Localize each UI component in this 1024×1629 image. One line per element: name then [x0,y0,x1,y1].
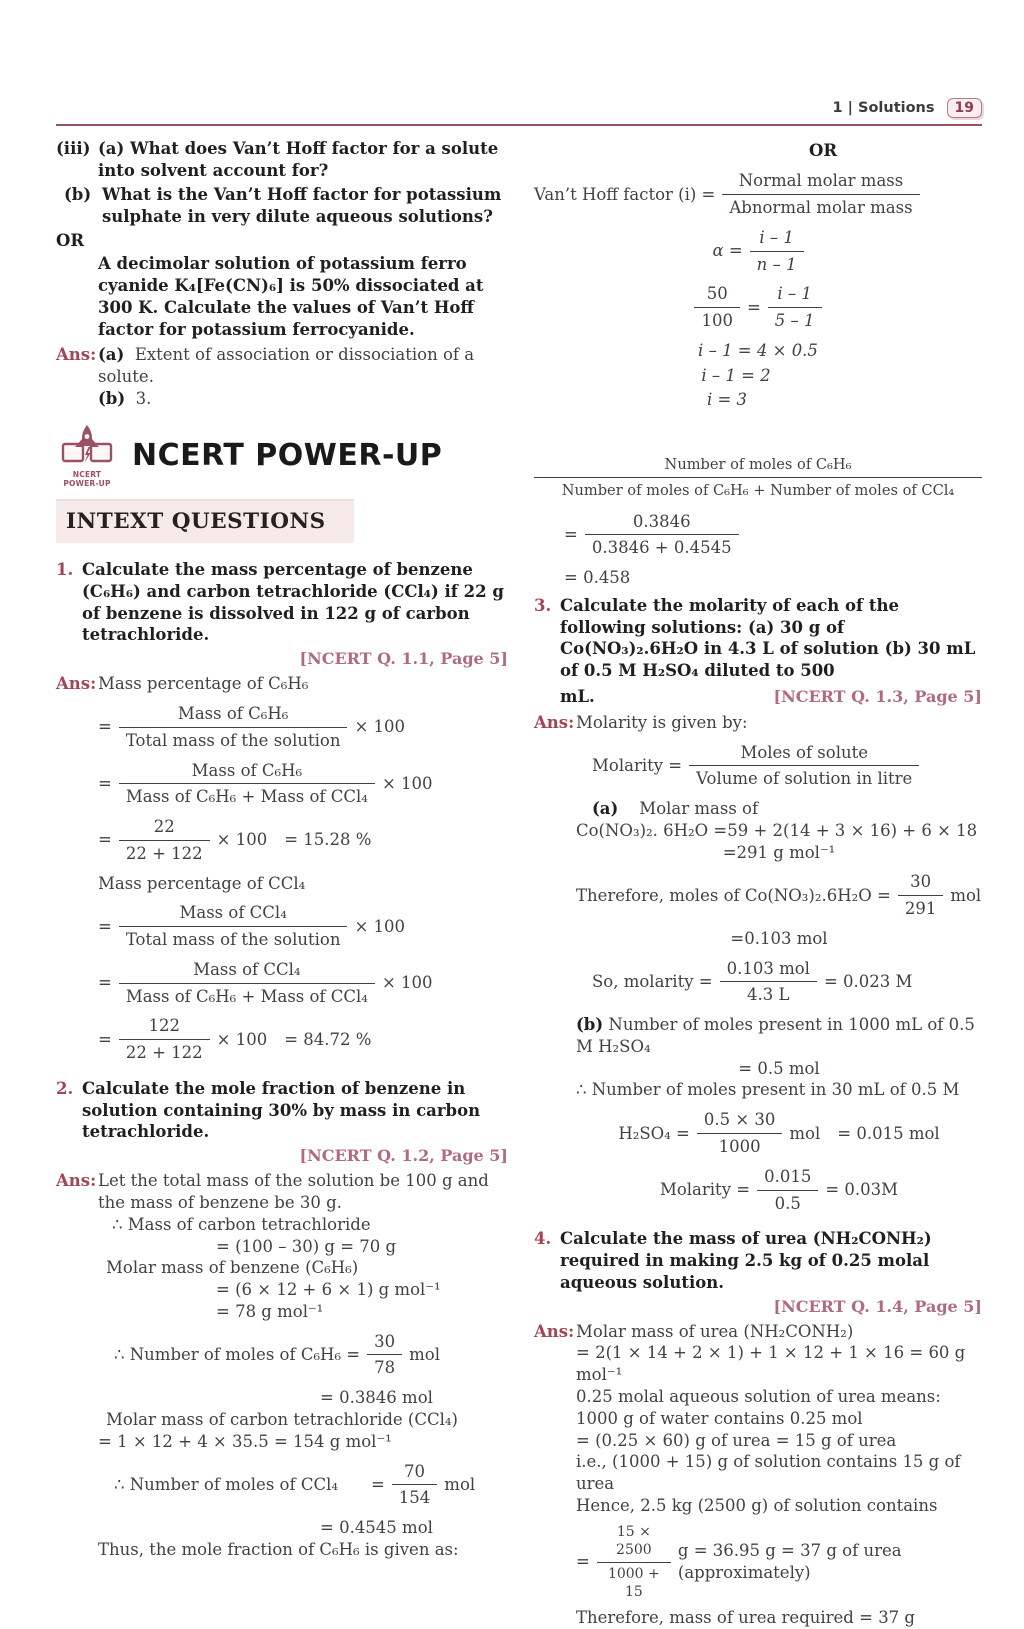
formula-line [576,1523,982,1602]
answer-line: = 0.4545 mol [320,1518,433,1538]
question-2 [56,1078,508,1166]
fraction-numerator: 30 [374,1331,396,1351]
answer-label: Ans: [534,712,575,732]
fraction-numerator: Mass of C₆H₆ [177,703,289,723]
fraction-numerator: 0.103 mol [726,958,810,978]
ncert-reference: [NCERT Q. 1.4, Page 5] [773,1296,982,1316]
formula-result: = 84.72 % [284,1029,372,1049]
ncert-reference: [NCERT Q. 1.2, Page 5] [299,1146,508,1166]
fraction-numerator: i – 1 [759,227,794,247]
answer-body [576,1321,982,1629]
fraction-denominator: 5 – 1 [768,307,822,332]
logo-text-line2: POWER-UP [63,479,111,489]
fraction [597,1523,671,1602]
formula-pre: = [98,830,112,850]
formula-pre: ∴ Number of moles of CCl₄ [114,1474,338,1494]
fraction-numerator: Normal molar mass [738,171,904,191]
formula-pre: Van’t Hoff factor (i) = [534,184,716,204]
fraction-numerator: 70 [404,1461,426,1481]
formula-pre: So, molarity = [592,972,713,992]
fraction [757,1166,818,1215]
answer-line: i.e., (1000 + 15) g of solution contains 15 g of urea [576,1452,961,1494]
fraction-denominator: Total mass of the solution [119,727,348,752]
or-label: OR [56,230,85,250]
question-text: What is the Van’t Hoff factor for potassium sulphate in very dilute aqueous solutions? [102,185,502,226]
fraction [119,703,348,752]
answer-text: Extent of association or dissociation of a solute. [98,345,475,387]
answer-line: Molar mass of benzene (C₆H₆) [106,1258,359,1278]
fraction [898,871,944,920]
formula-pre: = [98,973,112,993]
formula-pre: = [98,916,112,936]
page-header [56,98,982,118]
formula-post: g = 36.95 g = 37 g of urea (approximately) [677,1541,902,1583]
fraction [119,902,348,951]
answer-4 [534,1321,982,1629]
question-number: 3. [534,595,552,615]
fraction [689,742,919,791]
answer-line [98,344,508,388]
fraction-numerator: 0.3846 [632,511,691,531]
ncert-reference: [NCERT Q. 1.1, Page 5] [299,649,508,669]
fraction-numerator: 0.5 × 30 [703,1110,776,1130]
answer-line: =0.103 mol [730,928,828,948]
fraction-denominator: 0.3846 + 0.4545 [585,534,739,559]
answer-body [98,1170,508,1560]
question-text: Calculate the mole fraction of benzene in solution containing 30% by mass in carbon tetrachloride. [82,1078,481,1142]
ncert-powerup-logo [56,424,118,489]
two-column-layout [56,138,982,1629]
question-iii-b [64,184,508,228]
formula-line [534,283,982,332]
column-spacer [534,411,982,453]
answer-3 [534,712,982,1223]
formula-line [576,1166,982,1215]
answer-1 [56,673,508,1072]
answer-text: Number of moles present in 1000 mL of 0.5 M H₂SO₄ [576,1015,975,1056]
fraction-numerator: Mass of C₆H₆ [191,760,303,780]
answer-line [576,1014,982,1058]
page-number-badge: 19 [947,98,982,118]
answer-line: = (6 × 12 + 6 × 1) g mol⁻¹ [216,1280,441,1300]
formula-line [98,816,508,865]
formula-post: mol [444,1474,476,1494]
formula-text-line: i = 3 [706,390,748,410]
item-label: (b) [98,388,126,408]
answer-text: 3. [135,388,152,408]
intext-questions-heading: INTEXT QUESTIONS [56,499,354,543]
question-number: 4. [534,1229,552,1249]
fraction-numerator: 50 [706,284,728,304]
answer-text: Molar mass of [639,799,759,819]
fraction [722,170,919,219]
formula-post: mol [409,1345,440,1365]
fraction [585,511,739,560]
fraction [119,1015,210,1064]
formula-pre: Therefore, moles of Co(NO₃)₂.6H₂O = [576,885,891,905]
fraction-denominator: Mass of C₆H₆ + Mass of CCl₄ [119,983,375,1008]
question-marker: (b) [64,185,92,204]
formula-line [98,959,508,1008]
answer-line: Therefore, mass of urea required = 37 g [576,1608,915,1628]
fraction-denominator: 1000 [697,1133,783,1158]
fraction-denominator: 22 + 122 [119,840,210,865]
formula-pre: Molarity = [659,1180,751,1200]
powerup-title: NCERT POWER-UP [132,438,443,474]
fraction [697,1109,783,1158]
answer-line: Molar mass of carbon tetrachloride (CCl₄) [106,1410,458,1429]
logo-text-line1: NCERT [72,470,102,480]
formula-line [564,511,982,560]
formula-result: = 15.28 % [284,830,372,850]
fraction-denominator: Number of moles of C₆H₆ + Number of moles of CCl₄ [534,477,982,500]
answer-label: Ans: [56,674,97,694]
answer-line: = (0.25 × 60) g of urea = 15 g of urea [576,1430,897,1450]
item-label: (a) [592,799,619,819]
ncert-powerup-banner [56,424,508,489]
formula-post: × 100 [381,773,433,793]
question-marker: (iii) [56,139,91,159]
fraction-denominator: Mass of C₆H₆ + Mass of CCl₄ [119,783,375,808]
answer-line: 0.25 molal aqueous solution of urea means: [576,1387,941,1406]
formula-line [98,902,508,951]
fraction-numerator: 0.015 [764,1166,812,1186]
formula-pre: ∴ Number of moles of C₆H₆ = [114,1345,361,1365]
fraction-denominator: Total mass of the solution [119,926,348,951]
formula-post: × 100 [381,973,433,993]
formula-post: × 100 [216,1029,268,1049]
formula-pre: = [576,1552,590,1572]
formula-post: mol [789,1123,821,1143]
answer-line: Thus, the mole fraction of C₆H₆ is given as: [98,1539,459,1559]
item-label: (b) [576,1015,604,1035]
rocket-book-icon [59,424,115,466]
fraction-denominator: 4.3 L [720,981,817,1006]
answer-line: Molarity is given by: [576,712,748,732]
fraction-denominator: Abnormal molar mass [722,194,919,219]
answer-2 [56,1170,508,1560]
fraction-denominator: n – 1 [750,251,804,276]
formula-line [114,1461,508,1510]
fraction [119,760,375,809]
formula-pre: Molarity = [592,755,683,775]
answer-body [576,712,982,1223]
header-rule [56,124,982,126]
chapter-label: 1 | Solutions [832,99,935,116]
formula-pre: = [98,1029,112,1049]
equals-sign: = [746,297,761,317]
formula-pre: = [98,773,112,793]
answer-line: Mass percentage of CCl₄ [98,873,306,893]
fraction-numerator: Moles of solute [740,742,869,762]
fraction-denominator: Volume of solution in litre [689,765,919,790]
answer-line [98,388,508,410]
fraction-numerator: 30 [910,872,932,892]
formula-result: = 0.015 mol [837,1123,940,1143]
left-column [56,138,508,1629]
answer-label: Ans: [534,1321,575,1341]
answer-line: Hence, 2.5 kg (2500 g) of solution contains [576,1495,938,1515]
question-4 [534,1228,982,1316]
fraction-denominator: 1000 + 15 [597,1562,671,1602]
formula-post: mol [950,885,982,905]
answer-line: = 2(1 × 14 + 2 × 1) + 1 × 12 + 1 × 16 = 60 g mol⁻¹ [576,1343,966,1385]
answer-line: ∴ Number of moles present in 30 mL of 0.5 M [576,1080,960,1100]
answer-label: Ans: [56,1171,97,1191]
ncert-reference: [NCERT Q. 1.3, Page 5] [773,686,982,706]
formula-post: = 0.023 M [823,972,913,992]
question-3 [534,595,982,708]
question-text-tail: mL. [560,686,595,706]
answer-line [592,798,982,820]
formula-line [98,1015,508,1064]
fraction-numerator: i – 1 [777,284,812,304]
formula-line [98,760,508,809]
fraction [768,283,822,332]
formula-post: × 100 [354,717,406,737]
formula-pre: = [98,717,112,737]
fraction-denominator: 0.5 [757,1190,818,1215]
equals-sign: = [370,1474,385,1494]
fraction [694,283,740,332]
answer-iii [56,344,508,409]
answer-line: Co(NO₃)₂. 6H₂O =59 + 2(14 + 3 × 16) + 6 × 18 [576,820,978,840]
answer-line: = 78 g mol⁻¹ [216,1301,324,1321]
answer-line: Molar mass of urea (NH₂CONH₂) [576,1321,854,1341]
fraction-numerator: Mass of CCl₄ [179,903,287,923]
formula-text-line: i – 1 = 2 [701,365,771,385]
mole-fraction-expression [534,455,982,501]
fraction [720,958,817,1007]
fraction-denominator: 78 [367,1354,402,1379]
fraction-denominator: 291 [898,895,944,920]
formula-pre: H₂SO₄ = [618,1123,690,1143]
fraction [119,816,210,865]
fraction-numerator: Mass of CCl₄ [193,959,301,979]
fraction-numerator: 15 × 2500 [616,1523,652,1559]
answer-label: Ans: [56,345,97,365]
answer-body [98,344,508,409]
formula-line [114,1331,508,1380]
question-1 [56,559,508,669]
fraction-numerator: Number of moles of C₆H₆ [664,456,852,474]
fraction-denominator: 22 + 122 [119,1039,210,1064]
item-label: (a) [98,345,125,365]
fraction-denominator: 154 [392,1484,438,1509]
question-text: Calculate the mass of urea (NH₂CONH₂) required in making 2.5 kg of 0.25 molal aqueous solution. [560,1229,932,1292]
formula-post: × 100 [216,830,268,850]
fraction-numerator: 22 [153,817,175,837]
formula-pre: = [564,525,578,544]
answer-line: =291 g mol⁻¹ [722,842,836,862]
right-column [534,138,982,1629]
answer-line: ∴ Mass of carbon tetrachloride [112,1214,371,1234]
formula-line [534,170,982,219]
formula-post: × 100 [354,916,406,936]
or-label: OR [808,141,838,161]
question-number: 2. [56,1078,74,1098]
answer-body [98,673,508,1072]
or-question-text: A decimolar solution of potassium ferro cyanide K₄[Fe(CN)₆] is 50% dissociated at 300 K. Calculate the values of Van’t Hoff factor for potassium ferrocyanide. [98,254,484,339]
formula-line [98,703,508,752]
answer-line: Let the total mass of the solution be 100 g and the mass of benzene be 30 g. [98,1171,489,1213]
answer-line: = 0.5 mol [738,1058,820,1078]
formula-text-line: i – 1 = 4 × 0.5 [698,340,818,360]
answer-line: Mass percentage of C₆H₆ [98,674,309,694]
formula-line [534,227,982,276]
formula-line [576,871,982,920]
question-text: Calculate the molarity of each of the following solutions: (a) 30 g of Co(NO₃)₂.6H₂O in 4.3 L of solution (b) 30 mL of 0.5 M H₂SO₄ diluted to 500 [560,595,976,681]
formula-pre: α = [712,241,743,261]
fraction-denominator: 100 [694,307,740,332]
answer-line: = 1 × 12 + 4 × 35.5 = 154 g mol⁻¹ [98,1431,392,1451]
fraction [750,227,804,276]
question-iii [56,138,508,182]
fraction-numerator: 122 [148,1016,180,1036]
formula-post: = 0.03M [825,1180,899,1200]
answer-line: = 0.3846 mol [320,1388,433,1408]
answer-line: = (100 – 30) g = 70 g [216,1236,397,1256]
question-text: Calculate the mass percentage of benzene (C₆H₆) and carbon tetrachloride (CCl₄) if 22 g of benzene is dissolved in 122 g of carbon tetrachloride. [82,560,504,645]
answer-line: 1000 g of water contains 0.25 mol [576,1408,863,1428]
fraction [367,1331,402,1380]
fraction [119,959,375,1008]
question-number: 1. [56,560,74,580]
fraction [392,1461,438,1510]
formula-line [576,1109,982,1158]
question-text: (a) What does Van’t Hoff factor for a solute into solvent account for? [98,139,499,181]
formula-line [592,958,982,1007]
formula-line [592,742,982,791]
formula-text-line: = 0.458 [564,568,631,588]
